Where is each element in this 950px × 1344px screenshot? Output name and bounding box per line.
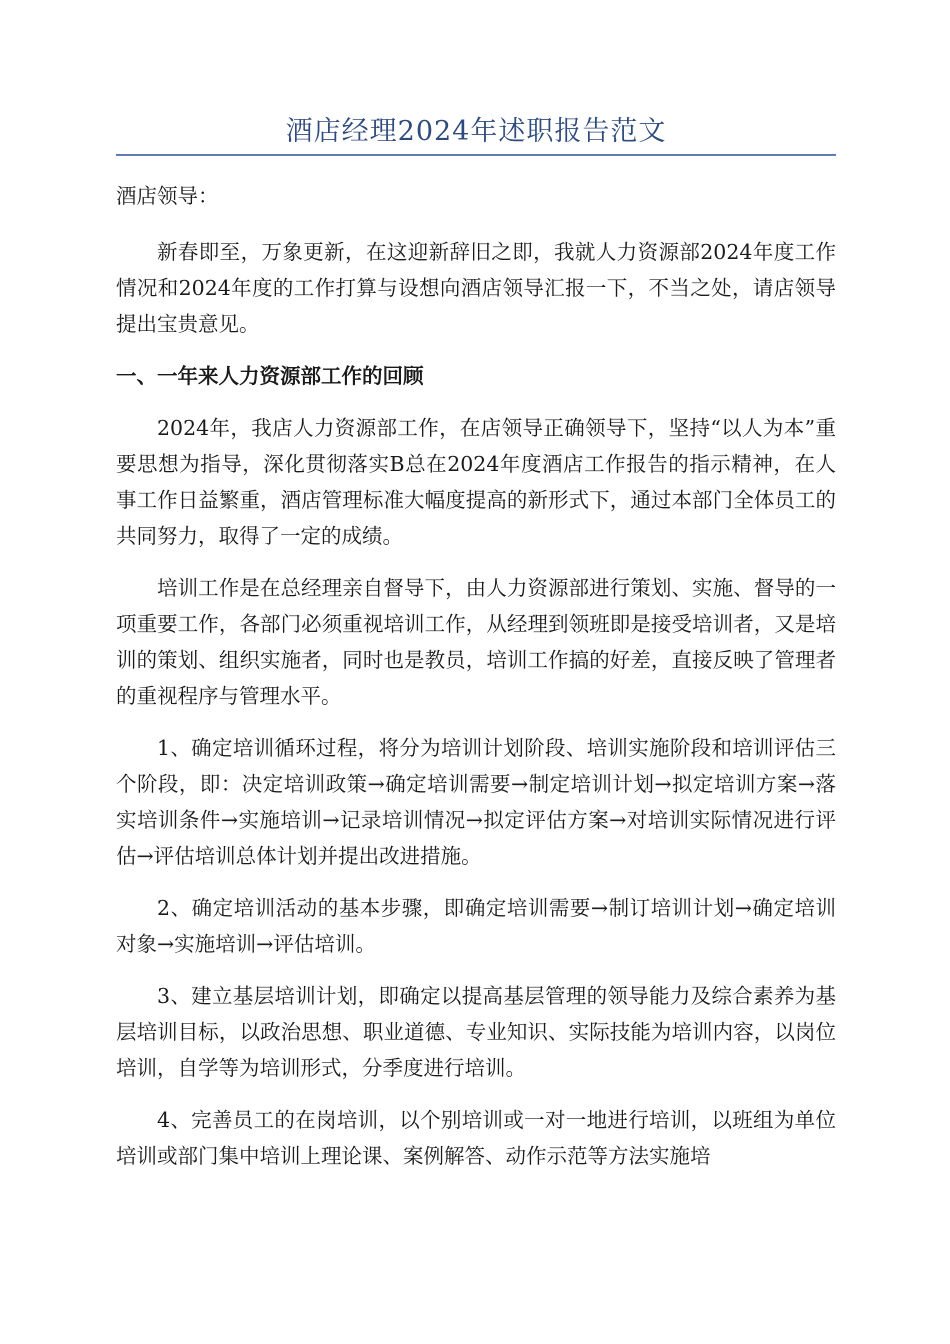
salutation: 酒店领导： bbox=[116, 184, 219, 208]
list-paragraph-1: 1、确定培训循环过程，将分为培训计划阶段、培训实施阶段和培训评估三个阶段，即：决定培训政策→确定培训需要→制定培训计划→拟定培训方案→落实培训条件→实施培训→记录培训情况→拟定评估方案→对培训实际情况进行评估→评估培训总体计划并提出改进措施。 bbox=[116, 736, 836, 868]
document-title: 酒店经理2024年述职报告范文 bbox=[285, 116, 667, 147]
body-paragraph: 2024年，我店人力资源部工作，在店领导正确领导下，坚持“以人为本”重要思想为指导，深化贯彻落实B总在2024年度酒店工作报告的指示精神，在人事工作日益繁重，酒店管理标准大幅度提高的新形式下，通过本部门全体员工的共同努力，取得了一定的成绩。 bbox=[116, 416, 836, 548]
intro-paragraph: 新春即至，万象更新，在这迎新辞旧之即，我就人力资源部2024年度工作情况和2024年度的工作打算与设想向酒店领导汇报一下，不当之处，请店领导提出宝贵意见。 bbox=[116, 240, 836, 336]
list-paragraph-2: 2、确定培训活动的基本步骤，即确定培训需要→制订培训计划→确定培训对象→实施培训→评估培训。 bbox=[116, 896, 836, 956]
list-paragraph-4: 4、完善员工的在岗培训，以个别培训或一对一地进行培训，以班组为单位培训或部门集中培训上理论课、案例解答、动作示范等方法实施培 bbox=[116, 1108, 836, 1168]
document-body bbox=[116, 178, 836, 1190]
title-underline bbox=[116, 154, 836, 156]
list-paragraph-3: 3、建立基层培训计划，即确定以提高基层管理的领导能力及综合素养为基层培训目标，以政治思想、职业道德、专业知识、实际技能为培训内容，以岗位培训，自学等为培训形式，分季度进行培训。 bbox=[116, 984, 836, 1080]
body-paragraph: 培训工作是在总经理亲自督导下，由人力资源部进行策划、实施、督导的一项重要工作，各部门必须重视培训工作，从经理到领班即是接受培训者，又是培训的策划、组织实施者，同时也是教员，培训工作搞的好差，直接反映了管理者的重视程序与管理水平。 bbox=[116, 576, 836, 708]
section-heading: 一、一年来人力资源部工作的回顾 bbox=[116, 364, 424, 388]
